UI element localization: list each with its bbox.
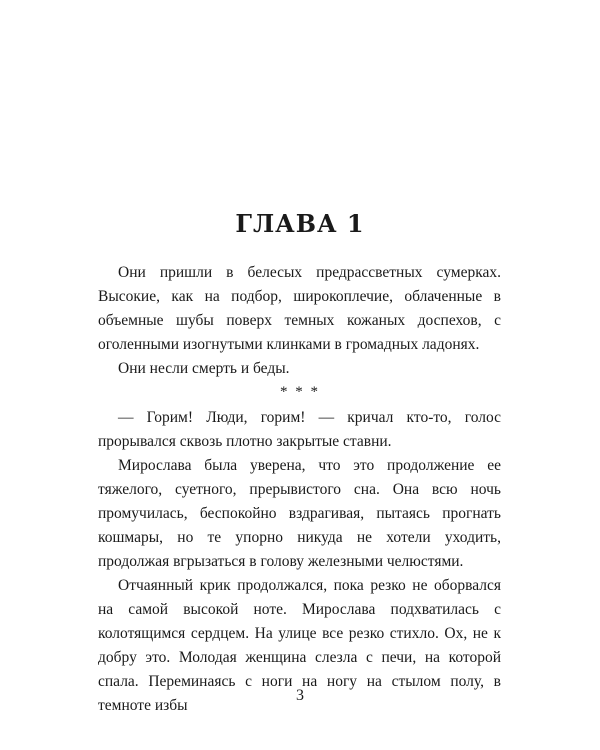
scene-separator: * * * (280, 384, 320, 400)
paragraph: Они несли смерть и беды. (118, 360, 290, 377)
paragraph: — Горим! Люди, горим! — кричал кто-то, голос прорывался сквозь плотно закрытые ставни. (98, 409, 501, 450)
paragraph: Они пришли в белесых предрассветных сумерках. Высокие, как на подбор, широкоплечие, облаченные в объемные шубы поверх темных кожаных доспехов, с оголенными изогнутыми клинками в громадных ладонях. (98, 264, 501, 353)
section-one (98, 261, 501, 381)
paragraph: Отчаянный крик продолжался, пока резко не оборвался на самой высокой ноте. Мирослава подхватилась с колотящимся сердцем. На улице все резко стихло. Ох, не к добру это. Молодая женщина слезла с печи, на которой спала. Переминаясь с ноги на ногу на стылом полу, в темноте избы (98, 577, 501, 714)
chapter-title: ГЛАВА 1 (235, 209, 365, 238)
page-number: 3 (296, 687, 304, 704)
paragraph: Мирослава была уверена, что это продолжение ее тяжелого, суетного, прерывистого сна. Она всю ночь промучилась, беспокойно вздрагивая, пытаясь прогнать кошмары, но те упорно никуда не хотели уходить, продолжая вгрызаться в голову железными челюстями. (98, 457, 501, 570)
section-two (98, 406, 501, 718)
